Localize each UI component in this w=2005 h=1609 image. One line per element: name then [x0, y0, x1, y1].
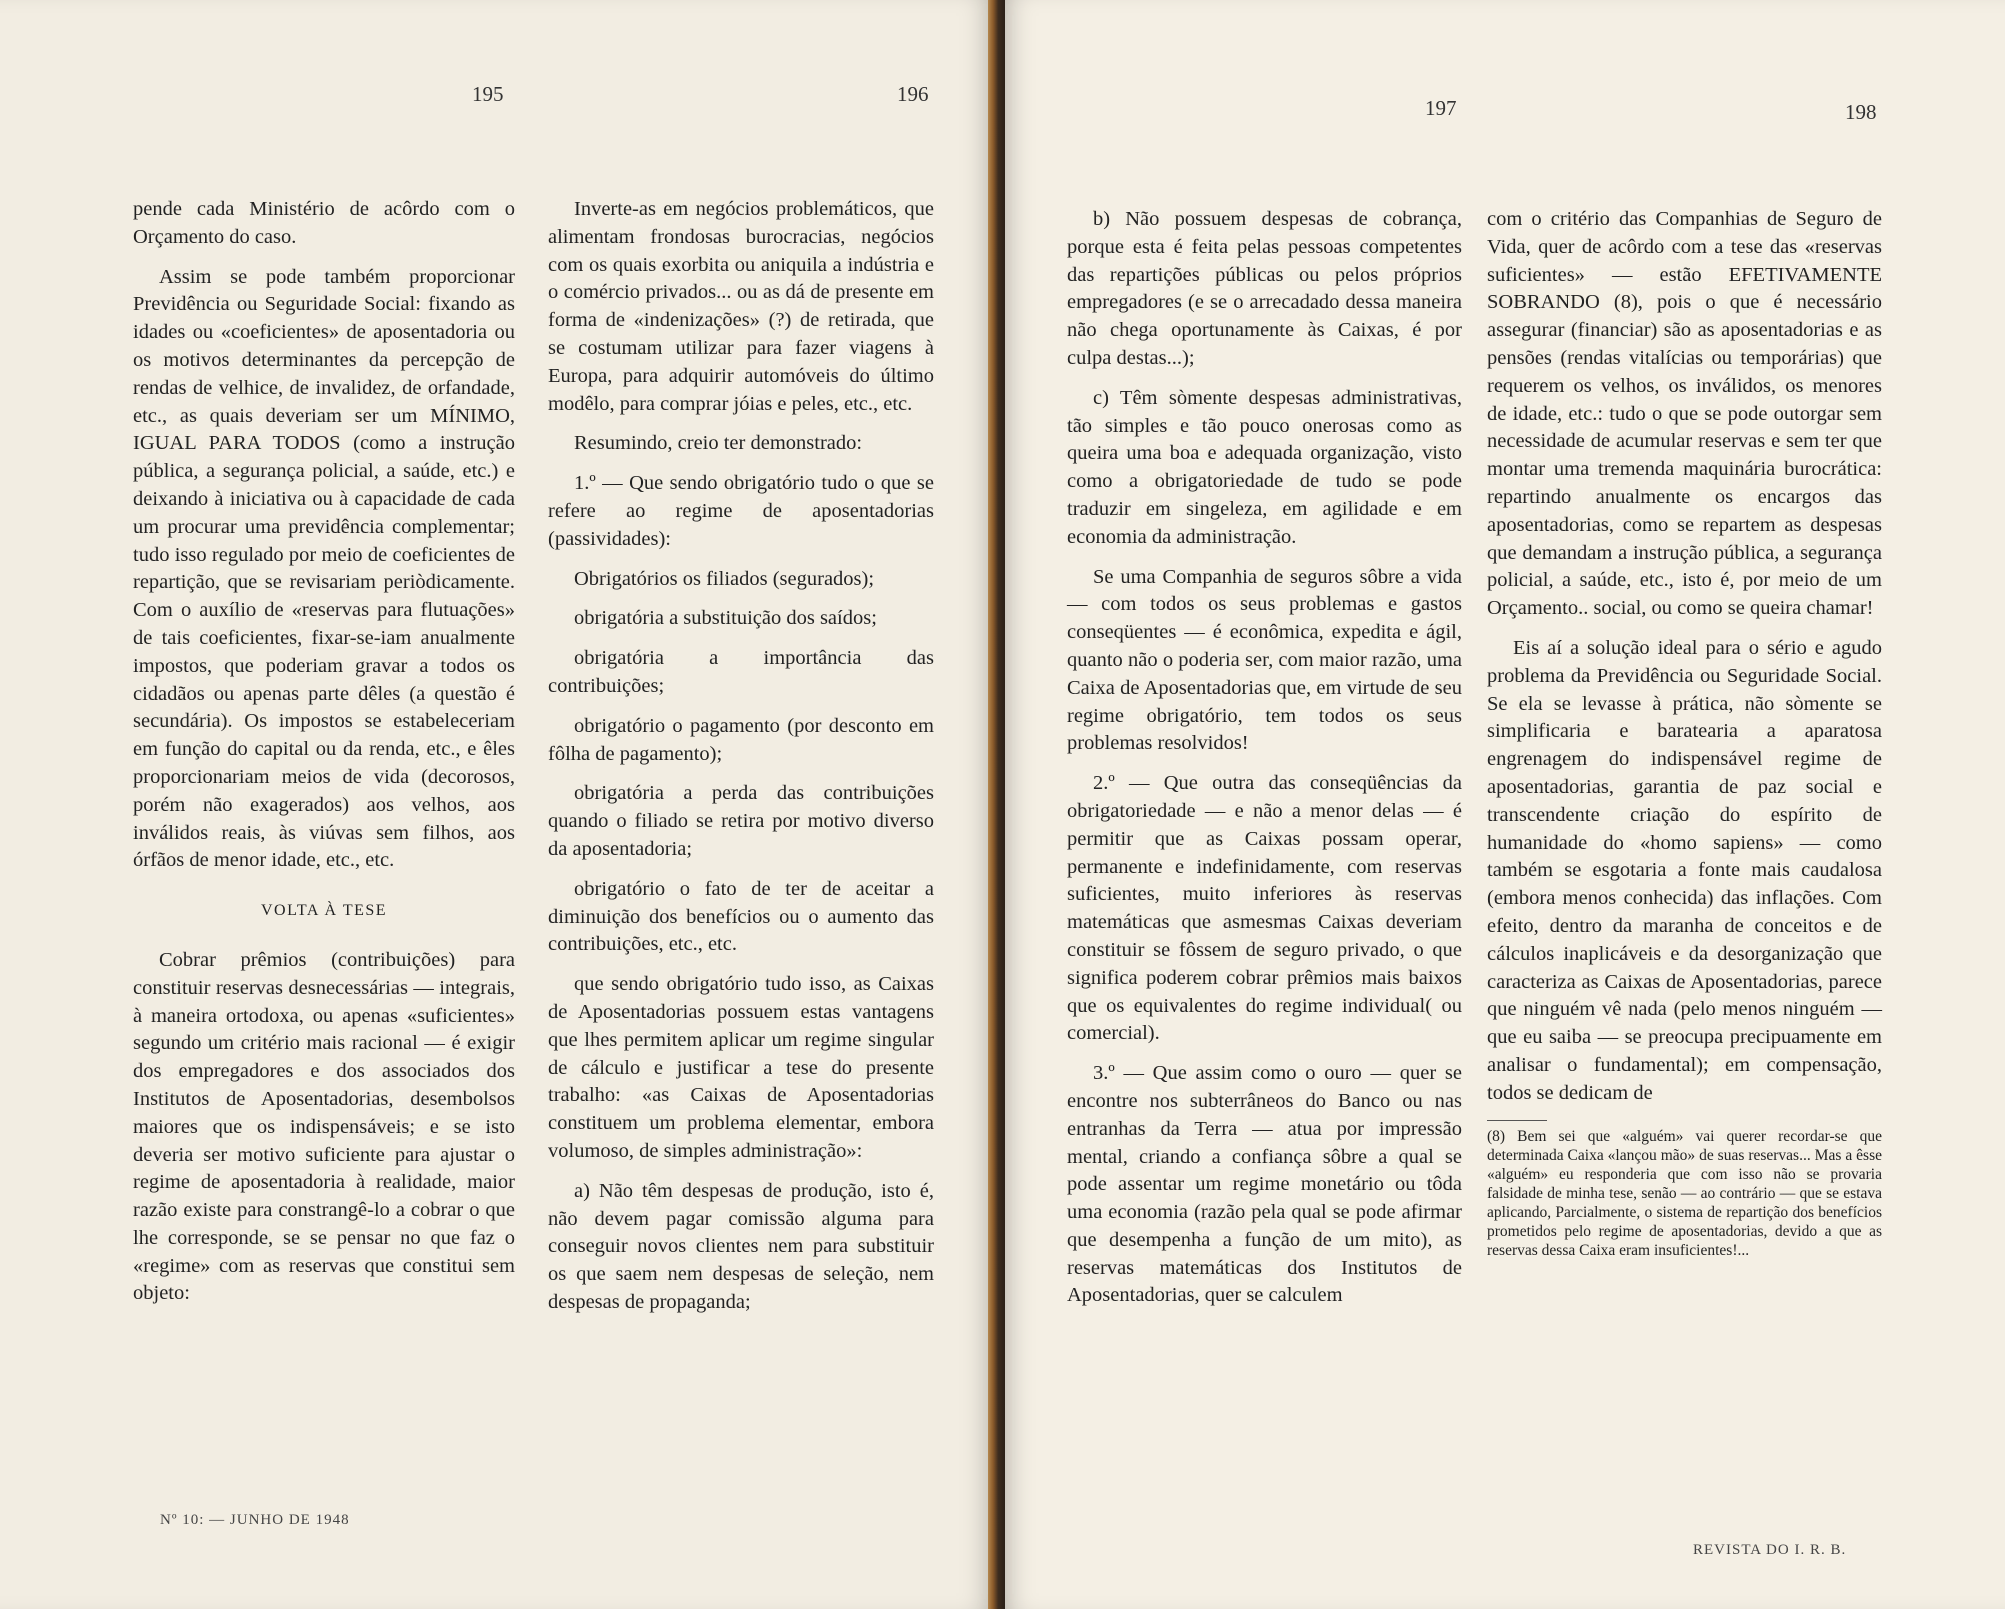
paragraph: com o critério das Companhias de Seguro de Vida, quer de acôrdo com a tese das «reservas suficientes» — estão EFETIVAMENTE SOBRANDO (8), pois o que é necessário assegurar (financiar) são as aposentadorias e as pensões (rendas vitalícias ou temporárias) que requerem os velhos, os inválidos, os menores de idade, etc.: tudo o que se pode outorgar sem necessidade de acumular reservas e sem ter que montar uma tremenda maquinária burocrática: repartindo anualmente os encargos das aposentadorias, como se repartem as despesas que demandam a instrução pública, a segurança policial, a saúde, etc., isto é, por meio de um Orçamento.. social, ou como se queira chamar! — [1487, 208, 1882, 620]
page-number-197: 197 — [1425, 96, 1457, 120]
paragraph: Assim se pode também proporcionar Previdência ou Seguridade Social: fixando as idades ou «coeficientes» de aposentadoria ou os motivos determinantes da percepção de rendas de velhice, de invalidez, de orfandade, etc., as quais deveriam ser um MÍNIMO, IGUAL PARA TODOS (como a instrução pública, a segurança policial, a saúde, etc.) e deixando à iniciativa ou à capacidade de cada um procurar uma previdência complementar; tudo isso regulado por meio de coeficientes de repartição, que se revisariam periòdicamente. Com o auxílio de «reservas para flutuações» de tais coeficientes, fixar-se-iam anualmente impostos, que poderiam gravar a todos os cidadãos ou apenas parte dêles (a questão é secundária). Os impostos se estabeleceriam em função do capital ou da renda, etc., e êles proporcionariam meios de vida (decorosos, porém não exagerados) aos velhos, aos inválidos reais, às viúvas sem filhos, aos órfãos de menor idade, etc., etc. — [133, 265, 515, 872]
left-page — [0, 0, 990, 1609]
paragraph: obrigatório o pagamento (por desconto em fôlha de pagamento); — [548, 714, 934, 765]
paragraph: 1.º — Que sendo obrigatório tudo o que se refere ao regime de aposentadorias (passividades): — [548, 472, 934, 550]
paragraph: Inverte-as em negócios problemáticos, que alimentam frondosas burocracias, negócios com os quais exorbita ou aniquila a indústria e o comércio privados... ou as dá de presente em forma de «indenizações» (?) de retirada, que se costumam utilizar para fazer viagens à Europa, para adquirir automóveis do último modêlo, para comprar jóias e peles, etc., etc. — [548, 198, 934, 415]
column-page-196 — [548, 196, 934, 1329]
column-page-197 — [1067, 206, 1462, 1322]
paragraph: que sendo obrigatório tudo isso, as Caixas de Aposentadorias possuem estas vantagens que lhes permitem aplicar um regime singular de cálculo e justificar a tese do presente trabalho: «as Caixas de Aposentadorias constituem um problema elementar, embora volumoso, de simples administração»: — [548, 973, 934, 1162]
page-number-195: 195 — [472, 82, 504, 106]
paragraph: obrigatório o fato de ter de aceitar a diminuição dos benefícios ou o aumento das contribuições, etc., etc. — [548, 877, 934, 956]
paragraph: Eis aí a solução ideal para o sério e agudo problema da Previdência ou Seguridade Social. Se ela se levasse à prática, não sòmente se simplificaria e baratearia a aparatosa engrenagem do indispensável regime de aposentadorias, garantia de paz social e transcendente criação do espírito de humanidade do «homo sapiens» — como também se esgotaria a fonte mais caudalosa (embora menos conhecida) das inflações. Com efeito, dentro da maranha de conceitos e de cálculos inaplicáveis e da desorganização que caracteriza as Caixas de Aposentadorias, parece que ninguém vê nada (pelo menos ninguém — que eu saiba — se preocupa precipuamente em analisar o fundamental); em compensação, todos se dedicam de — [1487, 636, 1882, 1104]
book-spine — [988, 0, 1005, 1609]
paragraph: obrigatória a perda das contribuições quando o filiado se retira por motivo diverso da aposentadoria; — [548, 782, 934, 860]
paragraph: b) Não possuem despesas de cobrança, porque esta é feita pelas pessoas competentes das repartições públicas ou pelos próprios empregadores (e se o arrecadado dessa maneira não chega oportunamente às Caixas, é por culpa destas...); — [1067, 208, 1462, 369]
right-page — [1005, 0, 2005, 1609]
footnote: (8) Bem sei que «alguém» vai querer recordar-se que determinada Caixa «lançou mão» de suas reservas... Mas a êsse «alguém» eu responderia que com isso não se provaria falsidade de minha tese, senão — ao contrário — que se estava aplicando, Parcialmente, o sistema de repartição dos benefícios prometidos pelo regime de aposentadorias, devido a que as reservas dessa Caixa eram insuficientes!... — [1487, 1127, 1882, 1259]
paragraph: c) Têm sòmente despesas administrativas, tão simples e tão pouco onerosas como as queira uma boa e adequada organização, visto como a obrigatoriedade de tudo se pode traduzir em singeleza, em agilidade e em economia da administração. — [1067, 386, 1462, 548]
paragraph: a) Não têm despesas de produção, isto é, não devem pagar comissão alguma para conseguir novos clientes nem para substituir os que saem nem despesas de seleção, nem despesas de propaganda; — [548, 1179, 934, 1313]
column-page-195 — [133, 196, 515, 1320]
page-footer-left: Nº 10: — JUNHO DE 1948 — [160, 1512, 350, 1528]
page-number-196: 196 — [897, 82, 929, 106]
paragraph: obrigatória a importância das contribuições; — [548, 647, 934, 697]
page-number-198: 198 — [1845, 100, 1877, 124]
column-page-198 — [1487, 206, 1882, 1260]
paragraph: Resumindo, creio ter demonstrado: — [574, 432, 863, 455]
paragraph: Cobrar prêmios (contribuições) para constituir reservas desnecessárias — integrais, à maneira ortodoxa, ou apenas «suficientes» segundo um critério mais racional — é exigir dos empregadores e dos associados dos Institutos de Aposentadorias, desembolsos maiores que os indispensáveis; e se isto deveria ser motivo suficiente para ajustar o regime de aposentadoria à realidade, maior razão existe para constrangê-lo a cobrar o que lhe corresponde, se se pensar no que faz o «regime» com as reservas que constitui sem objeto: — [133, 948, 515, 1305]
footnote-rule — [1487, 1120, 1547, 1121]
paragraph: 2.º — Que outra das conseqüências da obrigatoriedade — e não a menor delas — é permitir que as Caixas possam operar, permanente e indefinidamente, com reservas suficientes, muito inferiores às reservas matemáticas que asmesmas Caixas deveriam constituir se fôssem de seguro privado, o que significa poderem cobrar prêmios mais baixos que os equivalentes do regime individual( ou comercial). — [1067, 772, 1462, 1045]
paragraph: obrigatória a substituição dos saídos; — [574, 607, 877, 630]
paragraph: pende cada Ministério de acôrdo com o Orçamento do caso. — [133, 198, 515, 248]
paragraph: 3.º — Que assim como o ouro — quer se encontre nos subterrâneos do Banco ou nas entranhas da Terra — atua por impressão mental, criando a confiança sôbre a qual se pode assentar um regime monetário ou tôda uma economia (razão pela qual se pode afirmar que desempenha a função de um mito), as reservas matemáticas dos Institutos de Aposentadorias, quer se calculem — [1067, 1062, 1462, 1307]
paragraph: Se uma Companhia de seguros sôbre a vida — com todos os seus problemas e gastos conseqüentes — é econômica, expedita e ágil, quanto não o poderia ser, com maior razão, uma Caixa de Aposentadorias que, em virtude de seu regime obrigatório, tem todos os seus problemas resolvidos! — [1067, 565, 1462, 755]
paragraph: Obrigatórios os filiados (segurados); — [574, 567, 875, 590]
page-footer-right: REVISTA DO I. R. B. — [1693, 1542, 1847, 1558]
section-heading: VOLTA À TESE — [260, 902, 388, 920]
